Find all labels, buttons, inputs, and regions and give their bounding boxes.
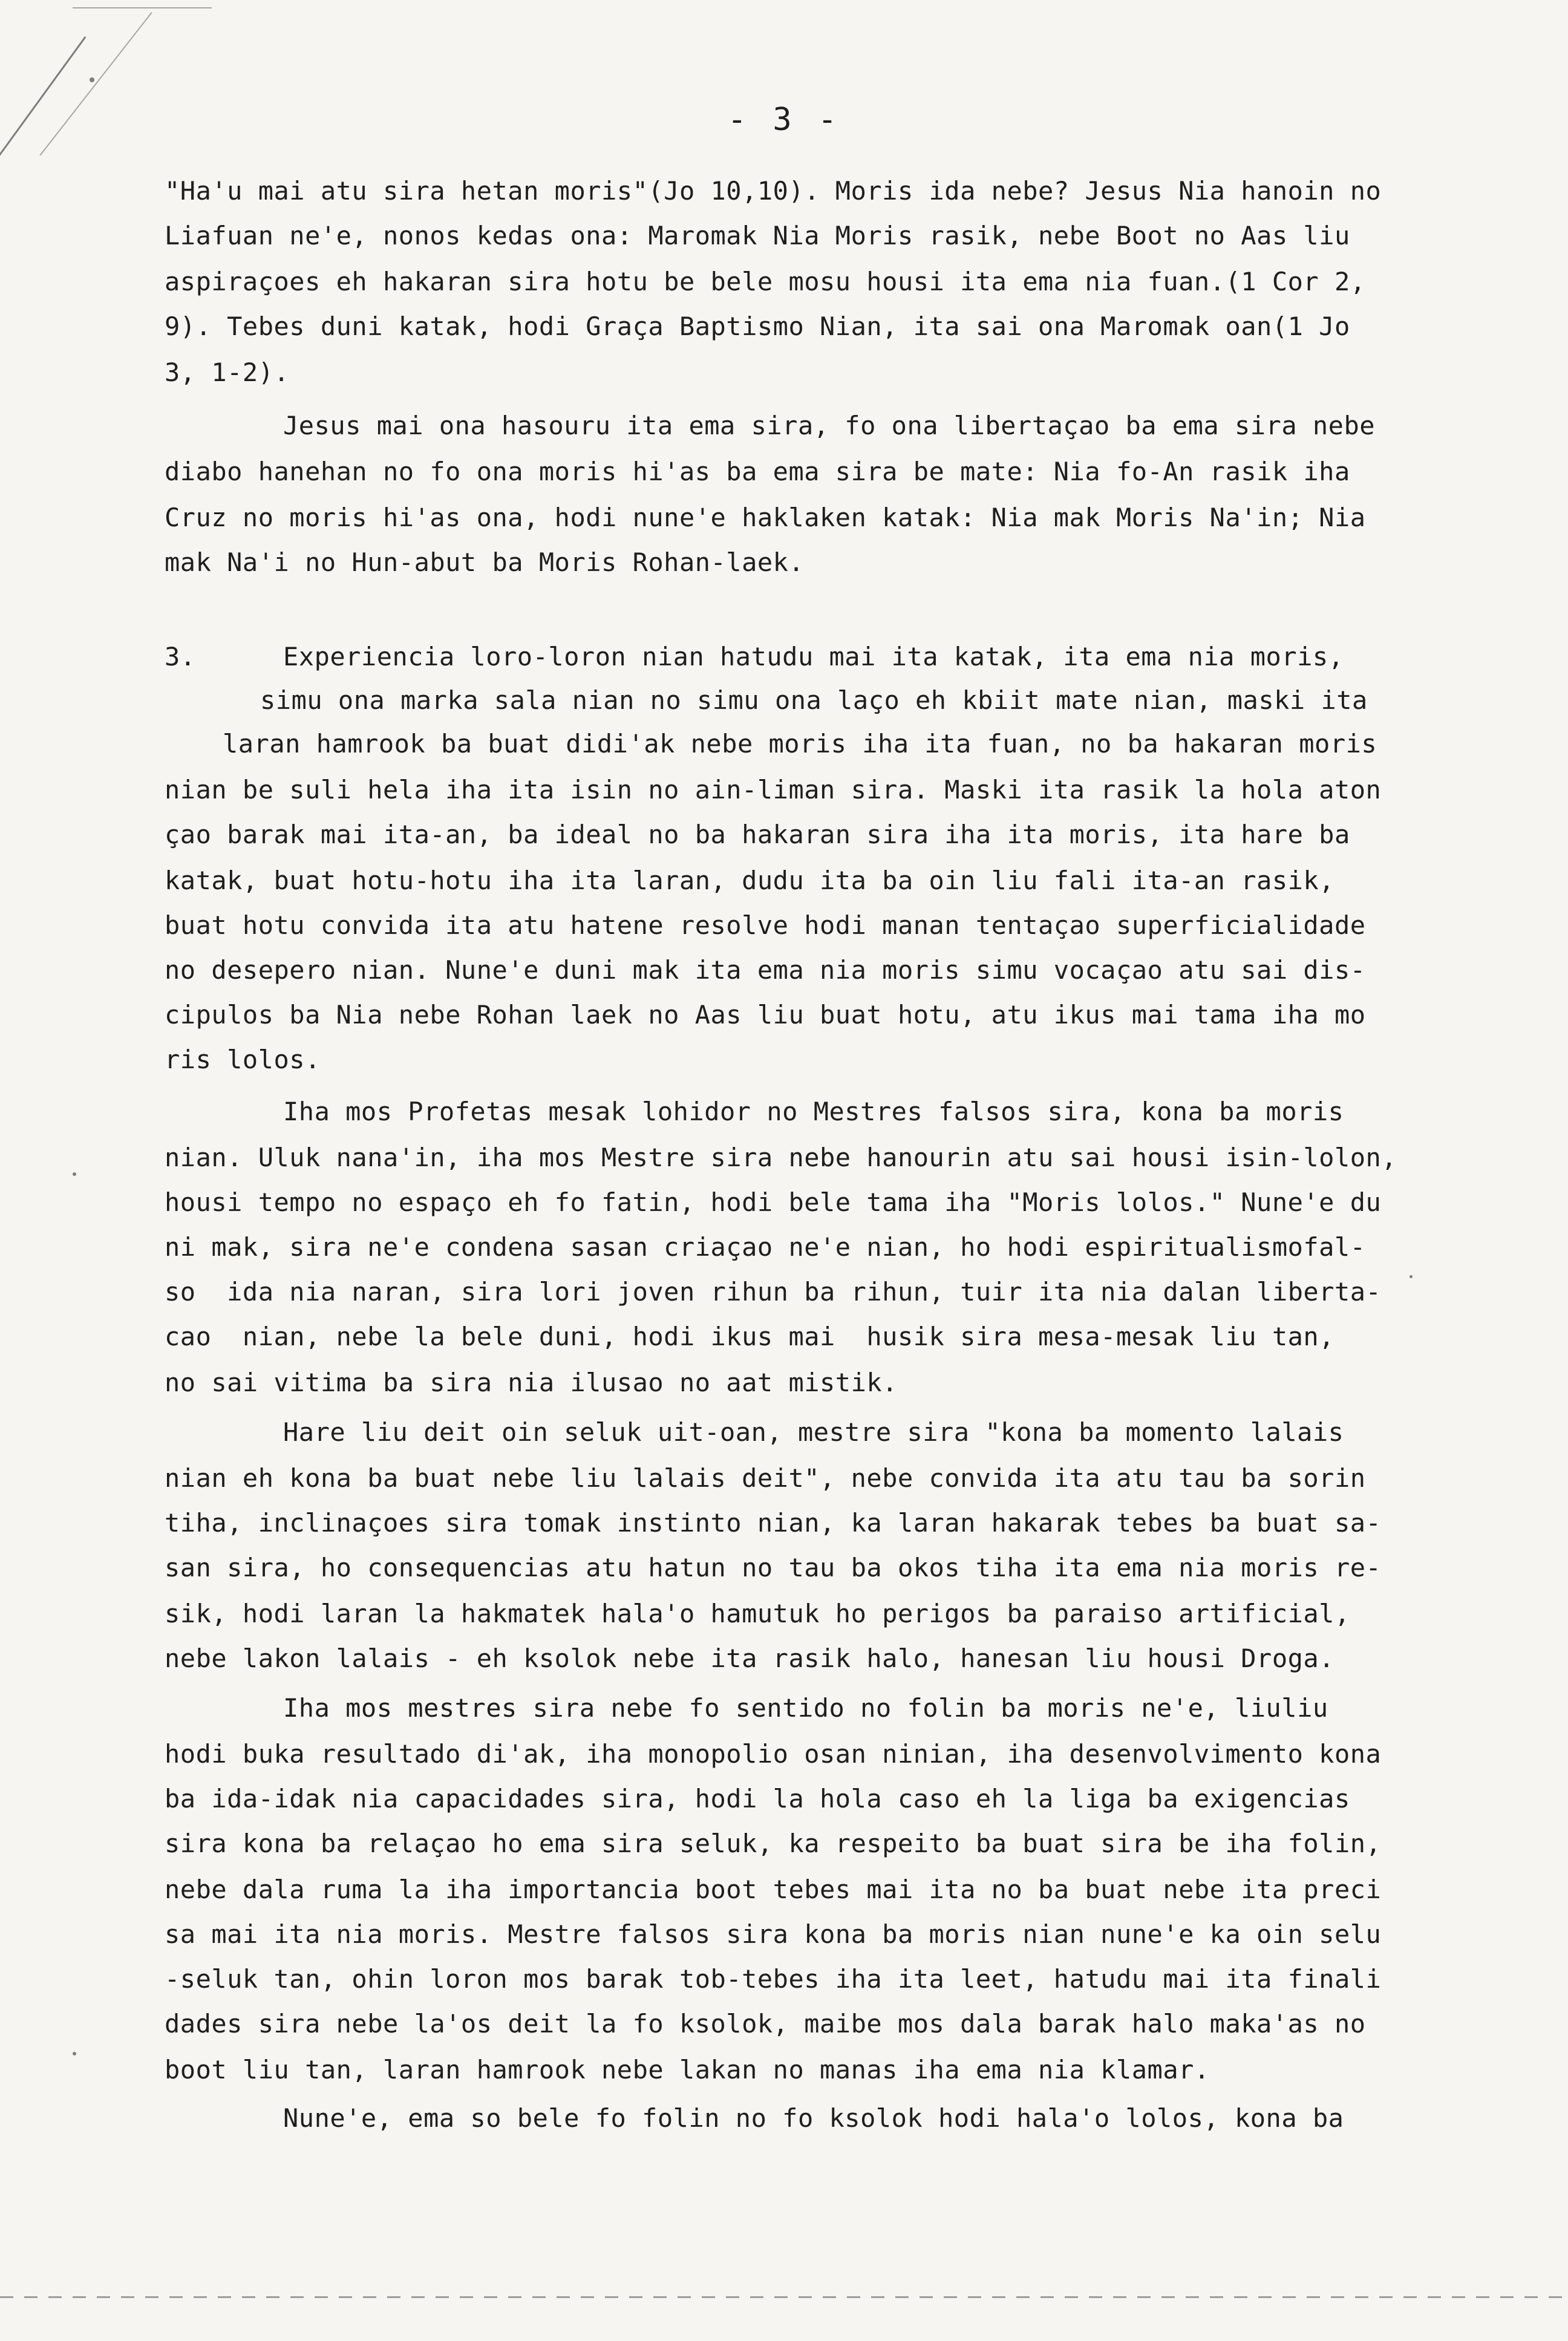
text-line: housi tempo no espaço eh fo fatin, hodi bele tama iha "Moris lolos." Nune'e du bbox=[165, 1187, 1382, 1217]
text-line: nebe lakon lalais - eh ksolok nebe ita rasik halo, hanesan liu housi Droga. bbox=[165, 1644, 1334, 1673]
text-line: boot liu tan, laran hamrook nebe lakan no manas iha ema nia klamar. bbox=[165, 2055, 1210, 2085]
text-line: buat hotu convida ita atu hatene resolve hodi manan tentaçao superficialidade bbox=[165, 910, 1366, 940]
margin-dot bbox=[73, 2052, 76, 2055]
text-line: sik, hodi laran la hakmatek hala'o hamutuk ho perigos ba paraiso artificial, bbox=[165, 1599, 1350, 1628]
text-line: sa mai ita nia moris. Mestre falsos sira kona ba moris nian nune'e ka oin selu bbox=[165, 1919, 1382, 1949]
text-line: cao nian, nebe la bele duni, hodi ikus mai husik sira mesa-mesak liu tan, bbox=[165, 1322, 1334, 1351]
text-line: laran hamrook ba buat didi'ak nebe moris iha ita fuan, no ba hakaran moris bbox=[223, 729, 1377, 759]
text-line: Hare liu deit oin seluk uit-oan, mestre sira "kona ba momento lalais bbox=[283, 1417, 1344, 1447]
text-line: diabo hanehan no fo ona moris hi'as ba ema sira be mate: Nia fo-An rasik iha bbox=[165, 457, 1350, 486]
margin-dot bbox=[90, 77, 94, 82]
text-line: çao barak mai ita-an, ba ideal no ba hakaran sira iha ita moris, ita hare ba bbox=[165, 820, 1350, 849]
text-line: san sira, ho consequencias atu hatun no tau ba okos tiha ita ema nia moris re- bbox=[165, 1553, 1382, 1582]
text-line: aspiraçoes eh hakaran sira hotu be bele mosu housi ita ema nia fuan.(1 Cor 2, bbox=[165, 267, 1366, 296]
scan-edge-mark bbox=[73, 7, 212, 8]
text-line: Liafuan ne'e, nonos kedas ona: Maromak Nia Moris rasik, nebe Boot no Aas liu bbox=[165, 221, 1350, 250]
text-line: so ida nia naran, sira lori joven rihun ba rihun, tuir ita nia dalan liberta- bbox=[165, 1277, 1382, 1307]
text-line: no desepero nian. Nune'e duni mak ita ema nia moris simu vocaçao atu sai dis- bbox=[165, 955, 1366, 985]
text-line: 9). Tebes duni katak, hodi Graça Baptismo Nian, ita sai ona Maromak oan(1 Jo bbox=[165, 312, 1350, 341]
text-line: ris lolos. bbox=[165, 1045, 321, 1074]
text-line: Jesus mai ona hasouru ita ema sira, fo ona libertaçao ba ema sira nebe bbox=[283, 411, 1376, 440]
text-line: simu ona marka sala nian no simu ona laço eh kbiit mate nian, maski ita bbox=[260, 685, 1368, 715]
section-number: 3. bbox=[165, 642, 196, 671]
text-line: no sai vitima ba sira nia ilusao no aat mistik. bbox=[165, 1368, 898, 1397]
text-line: tiha, inclinaçoes sira tomak instinto nian, ka laran hakarak tebes ba buat sa- bbox=[165, 1508, 1382, 1538]
text-line: hodi buka resultado di'ak, iha monopolio osan ninian, iha desenvolvimento kona bbox=[165, 1739, 1382, 1769]
text-line: nian eh kona ba buat nebe liu lalais deit", nebe convida ita atu tau ba sorin bbox=[165, 1463, 1366, 1493]
text-line: cipulos ba Nia nebe Rohan laek no Aas liu buat hotu, atu ikus mai tama iha mo bbox=[165, 1000, 1366, 1030]
text-line: 3, 1-2). bbox=[165, 358, 290, 387]
text-line: Iha mos mestres sira nebe fo sentido no folin ba moris ne'e, liuliu bbox=[283, 1693, 1328, 1723]
text-line: dades sira nebe la'os deit la fo ksolok, maibe mos dala barak halo maka'as no bbox=[165, 2009, 1366, 2039]
page-number: - 3 - bbox=[727, 102, 841, 138]
text-line: sira kona ba relaçao ho ema sira seluk, ka respeito ba buat sira be iha folin, bbox=[165, 1829, 1382, 1858]
text-line: mak Na'i no Hun-abut ba Moris Rohan-laek. bbox=[165, 547, 805, 577]
text-line: Cruz no moris hi'as ona, hodi nune'e haklaken katak: Nia mak Moris Na'in; Nia bbox=[165, 503, 1366, 532]
text-line: "Ha'u mai atu sira hetan moris"(Jo 10,10). Moris ida nebe? Jesus Nia hanoin no bbox=[165, 176, 1382, 206]
margin-dot bbox=[1410, 1275, 1413, 1278]
text-line: -seluk tan, ohin loron mos barak tob-tebes iha ita leet, hatudu mai ita finali bbox=[165, 1964, 1382, 1994]
bottom-edge-rule bbox=[0, 2296, 1568, 2298]
text-line: nian be suli hela iha ita isin no ain-liman sira. Maski ita rasik la hola aton bbox=[165, 775, 1382, 805]
text-line: ni mak, sira ne'e condena sasan criaçao ne'e nian, ho hodi espiritualismofal- bbox=[165, 1232, 1366, 1262]
text-line: nian. Uluk nana'in, iha mos Mestre sira nebe hanourin atu sai housi isin-lolon, bbox=[165, 1143, 1397, 1172]
text-line: nebe dala ruma la iha importancia boot tebes mai ita no ba buat nebe ita preci bbox=[165, 1875, 1382, 1904]
text-line: Nune'e, ema so bele fo folin no fo ksolok hodi hala'o lolos, kona ba bbox=[283, 2103, 1344, 2133]
scan-edge-mark bbox=[0, 36, 86, 165]
text-line: Experiencia loro-loron nian hatudu mai ita katak, ita ema nia moris, bbox=[283, 642, 1344, 671]
margin-dot bbox=[73, 1172, 76, 1176]
text-line: ba ida-idak nia capacidades sira, hodi la hola caso eh la liga ba exigencias bbox=[165, 1784, 1350, 1814]
text-line: katak, buat hotu-hotu iha ita laran, dudu ita ba oin liu fali ita-an rasik, bbox=[165, 866, 1334, 895]
text-line: Iha mos Profetas mesak lohidor no Mestres falsos sira, kona ba moris bbox=[283, 1097, 1344, 1126]
